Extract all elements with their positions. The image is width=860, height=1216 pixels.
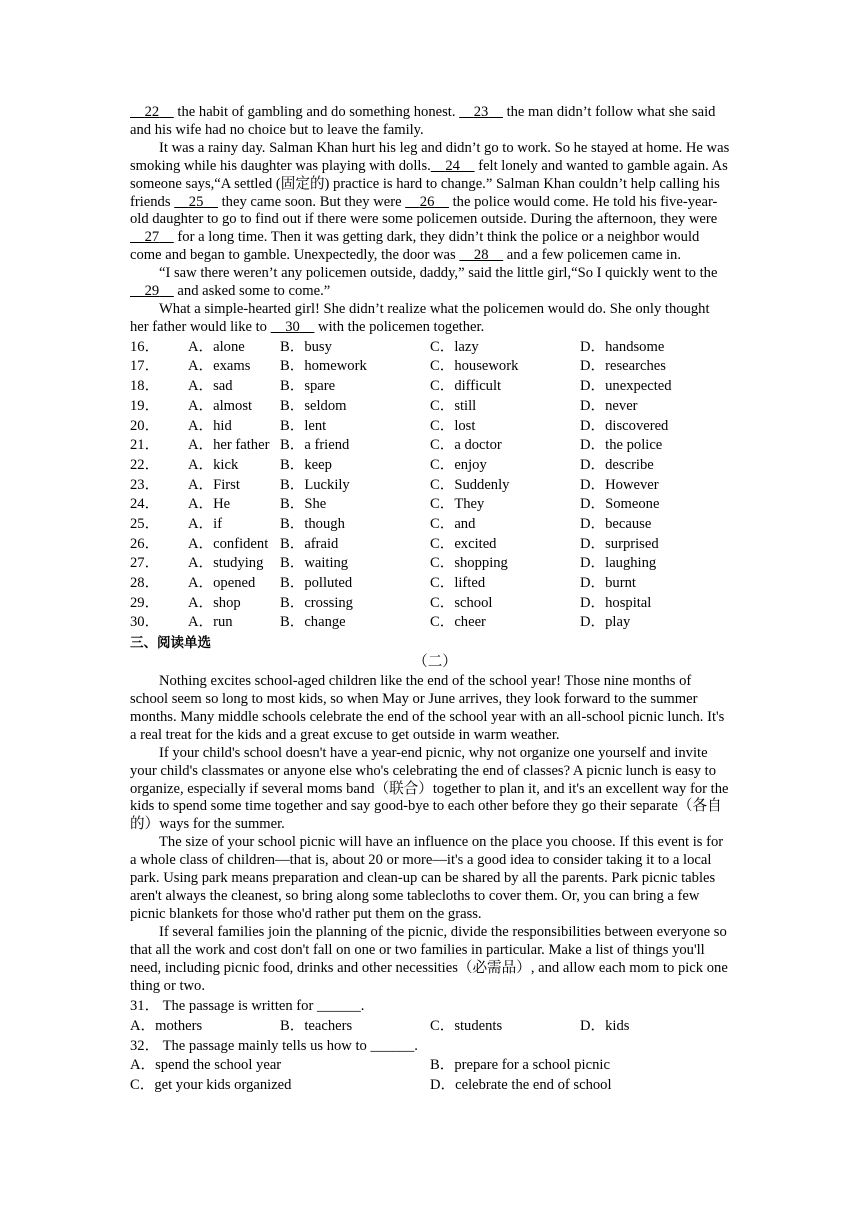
- option-row: [130, 436, 730, 456]
- option-b[interactable]: B．crossing: [280, 594, 353, 611]
- question-number: 27．: [130, 555, 160, 572]
- blank-27[interactable]: 27: [144, 229, 160, 246]
- blank-26[interactable]: 26: [419, 193, 435, 210]
- option-d[interactable]: D．play: [580, 614, 631, 631]
- question-number: 25．: [130, 515, 160, 532]
- option-c[interactable]: C．school: [430, 594, 493, 611]
- option-b[interactable]: B．though: [280, 515, 345, 532]
- cloze-paragraph-intro: [130, 104, 730, 140]
- option-a[interactable]: A．confident: [188, 535, 269, 552]
- cloze-paragraph-4: [130, 301, 730, 337]
- option-c[interactable]: C．lazy: [430, 338, 479, 355]
- question-32-options-row-2: [130, 1076, 730, 1096]
- option-a[interactable]: A．her father: [188, 437, 270, 454]
- blank-29[interactable]: 29: [144, 283, 160, 300]
- option-row: [130, 476, 730, 496]
- option-d[interactable]: D．laughing: [580, 555, 657, 572]
- question-number: 19．: [130, 397, 160, 414]
- option-a[interactable]: A．He: [188, 496, 231, 513]
- option-31-d[interactable]: D．kids: [580, 1018, 630, 1035]
- option-d[interactable]: D．burnt: [580, 575, 636, 592]
- section-title: 三、阅读单选: [130, 635, 211, 652]
- blank-26-trail: [434, 194, 449, 210]
- reading-paragraph-3: The size of your school picnic will have an influence on the place you choose. If this event is for a whole class of children—that is, about 20 or more—it's a good idea to consider taking it to a local park. Using park means preparation and clean-up can be shared by all the parents. Park picnic tables aren't always the cleanest, so bring along some tablecloths to cover them. Or, you can bring a few picnic blankets for those who'd rather put them on the grass.: [130, 834, 724, 922]
- option-d[interactable]: D．because: [580, 515, 652, 532]
- option-32-b[interactable]: B．prepare for a school picnic: [430, 1057, 610, 1074]
- option-b[interactable]: B．homework: [280, 358, 367, 375]
- option-31-b[interactable]: B．teachers: [280, 1018, 353, 1035]
- cloze-paragraph-2: [130, 140, 730, 265]
- option-row: [130, 515, 730, 535]
- option-a[interactable]: A．almost: [188, 397, 253, 414]
- question-32-options-row-1: [130, 1056, 730, 1076]
- option-d[interactable]: D．never: [580, 397, 638, 414]
- option-c[interactable]: C．a doctor: [430, 437, 502, 454]
- blank-27-lead: [130, 229, 145, 245]
- blank-23-lead: [459, 104, 474, 120]
- blank-28[interactable]: 28: [473, 247, 489, 264]
- blank-30-trail: [300, 319, 315, 335]
- question-number: 29．: [130, 594, 160, 611]
- option-a[interactable]: A．shop: [188, 594, 241, 611]
- option-b[interactable]: B．busy: [280, 338, 332, 355]
- blank-24-lead: [431, 158, 446, 174]
- option-32-a[interactable]: A．spend the school year: [130, 1057, 282, 1074]
- option-b[interactable]: B．keep: [280, 456, 332, 473]
- paragraph-text: the habit of gambling and do something honest.: [173, 104, 460, 120]
- paragraph-text: “I saw there weren’t any policemen outside, daddy,” said the little girl,“So I quickly went to the: [159, 265, 718, 282]
- question-number: 28．: [130, 575, 160, 592]
- question-number: 17．: [130, 358, 160, 375]
- option-c[interactable]: C．Suddenly: [430, 476, 510, 493]
- option-c[interactable]: C．and: [430, 515, 476, 532]
- option-c[interactable]: C．shopping: [430, 555, 508, 572]
- blank-23[interactable]: 23: [473, 104, 489, 120]
- cloze-paragraph-3: [130, 265, 730, 301]
- question-number: 26．: [130, 535, 160, 552]
- question-number: 21．: [130, 437, 160, 454]
- passage-subtitle: （二）: [413, 654, 457, 671]
- page-content: [130, 104, 730, 1096]
- reading-paragraph-1: Nothing excites school-aged children like the end of the school year! Those nine months of school seem so long to most kids, so when May or June arrives, they look forward to the summer months. Many middle schools celebrate the end of the school year with an all-school picnic lunch. It's a real treat for the kids and a great excuse to get outside in warm weather.: [130, 673, 725, 743]
- option-row: [130, 417, 730, 437]
- cloze-options-list: [130, 338, 730, 633]
- option-a[interactable]: A．alone: [188, 338, 245, 355]
- option-d[interactable]: D．handsome: [580, 338, 665, 355]
- reading-paragraph-4: If several families join the planning of the picnic, divide the responsibilities between everyone so that all the work and cost don't fall on one or two families in particular. Make a list of things you'll need, including picnic food, drinks and other necessities（必需品）, and allow each mom to pick one thing or two.: [130, 923, 728, 994]
- option-c[interactable]: C．still: [430, 397, 477, 414]
- paragraph-text: and a few policemen came in.: [503, 247, 681, 264]
- option-c[interactable]: C．cheer: [430, 614, 486, 631]
- paragraph-text: What a simple-hearted girl! She didn’t realize what the policemen would do. She only thought her father would like to: [130, 300, 710, 335]
- option-c[interactable]: C．lifted: [430, 575, 486, 592]
- option-d[interactable]: D．surprised: [580, 535, 659, 552]
- option-b[interactable]: B．Luckily: [280, 476, 350, 493]
- blank-28-trail: [489, 247, 504, 263]
- option-row: [130, 594, 730, 614]
- blank-22-lead: [130, 104, 145, 120]
- option-a[interactable]: A．kick: [188, 456, 239, 473]
- option-a[interactable]: A．First: [188, 476, 240, 493]
- paragraph-text: the man didn’t follow what she said and his wife had no choice but to leave the family.: [130, 104, 716, 138]
- blank-24[interactable]: 24: [445, 157, 460, 174]
- option-a[interactable]: A．exams: [188, 358, 251, 375]
- question-number: 23．: [130, 476, 160, 493]
- question-number: 30．: [130, 614, 160, 631]
- option-row: [130, 495, 730, 515]
- question-number: 24．: [130, 496, 160, 513]
- option-row: [130, 554, 730, 574]
- option-d[interactable]: D．unexpected: [580, 378, 672, 395]
- paragraph-text: for a long time. Then it was getting dark, they didn’t think the police or a neighbor would come and began to gamble. Unexpectedly, the door was: [130, 229, 700, 264]
- blank-23-trail: [488, 104, 503, 120]
- option-31-a[interactable]: A．mothers: [130, 1018, 203, 1035]
- question-32: 32． The passage mainly tells us how to ______.: [130, 1037, 418, 1054]
- option-c[interactable]: C．difficult: [430, 378, 502, 395]
- question-number: 16．: [130, 338, 160, 355]
- blank-25-trail: [203, 194, 218, 210]
- option-b[interactable]: B．a friend: [280, 437, 350, 454]
- option-row: [130, 574, 730, 594]
- option-a[interactable]: A．opened: [188, 575, 256, 592]
- blank-25[interactable]: 25: [188, 193, 204, 210]
- blank-29-trail: [159, 283, 174, 299]
- blank-29-lead: [130, 283, 145, 299]
- option-32-d[interactable]: D．celebrate the end of school: [430, 1077, 612, 1094]
- blank-24-trail: [460, 158, 475, 174]
- blank-30[interactable]: 30: [285, 318, 300, 335]
- question-number: 20．: [130, 417, 160, 434]
- option-b[interactable]: B．seldom: [280, 397, 347, 414]
- paragraph-text: It was a rainy day. Salman Khan hurt his leg and didn’t go to work. So he stayed at home. He was smoking while his daughter was playing with dolls.: [130, 139, 730, 174]
- option-b[interactable]: B．afraid: [280, 535, 339, 552]
- option-d[interactable]: D．Someone: [580, 496, 660, 513]
- option-c[interactable]: C．excited: [430, 535, 497, 552]
- option-c[interactable]: C．lost: [430, 417, 476, 434]
- question-number: 22．: [130, 456, 160, 473]
- option-b[interactable]: B．spare: [280, 378, 336, 395]
- paragraph-text: felt lonely and wanted to gamble again. As someone says,“A settled (固定的) practice is hard to change.” Salman Khan couldn’t help calling his friends: [130, 157, 728, 210]
- option-row: [130, 456, 730, 476]
- option-row: [130, 535, 730, 555]
- option-b[interactable]: B．She: [280, 496, 327, 513]
- blank-30-lead: [271, 319, 286, 335]
- option-c[interactable]: C．housework: [430, 358, 519, 375]
- paragraph-text: they came soon. But they were: [217, 193, 406, 210]
- option-d[interactable]: D．discovered: [580, 417, 669, 434]
- option-a[interactable]: A．sad: [188, 378, 233, 395]
- option-a[interactable]: A．hid: [188, 417, 232, 434]
- blank-22[interactable]: 22: [144, 104, 160, 120]
- paragraph-text: with the policemen together.: [314, 318, 485, 335]
- option-31-c[interactable]: C．students: [430, 1018, 503, 1035]
- option-d[interactable]: D．However: [580, 476, 659, 493]
- option-row: [130, 377, 730, 397]
- blank-25-lead: [174, 194, 189, 210]
- option-c[interactable]: C．They: [430, 496, 485, 513]
- paragraph-text: the police would come. He told his five-year-old daughter to go to find out if there were some policemen outside. During the afternoon, they were: [130, 193, 718, 228]
- option-row: [130, 613, 730, 633]
- option-d[interactable]: D．hospital: [580, 594, 652, 611]
- option-a[interactable]: A．studying: [188, 555, 264, 572]
- reading-paragraph-2: If your child's school doesn't have a year-end picnic, why not organize one yourself and invite your child's classmates or anyone else who's celebrating the end of classes? A picnic lunch is easy to organize, especially if several moms band（联合）together to plan it, and it's an excellent way for the kids to spend some time together and say good-bye to each other before they go their separate（各自的）ways for the summer.: [130, 744, 729, 833]
- option-d[interactable]: D．describe: [580, 456, 654, 473]
- option-32-c[interactable]: C．get your kids organized: [130, 1077, 292, 1094]
- question-number: 18．: [130, 378, 160, 395]
- option-b[interactable]: B．lent: [280, 417, 327, 434]
- option-d[interactable]: D．the police: [580, 437, 663, 454]
- blank-22-trail: [159, 104, 174, 120]
- option-row: [130, 357, 730, 377]
- option-d[interactable]: D．researches: [580, 358, 666, 375]
- paragraph-text: and asked some to come.”: [173, 283, 331, 300]
- blank-28-lead: [459, 247, 474, 263]
- question-31-options: [130, 1017, 730, 1037]
- option-a[interactable]: A．if: [188, 515, 223, 532]
- option-row: [130, 338, 730, 358]
- option-b[interactable]: B．polluted: [280, 575, 353, 592]
- option-a[interactable]: A．run: [188, 614, 233, 631]
- blank-27-trail: [159, 229, 174, 245]
- question-31: 31． The passage is written for ______.: [130, 998, 365, 1015]
- option-row: [130, 397, 730, 417]
- option-b[interactable]: B．change: [280, 614, 346, 631]
- blank-26-lead: [405, 194, 420, 210]
- option-c[interactable]: C．enjoy: [430, 456, 487, 473]
- option-b[interactable]: B．waiting: [280, 555, 349, 572]
